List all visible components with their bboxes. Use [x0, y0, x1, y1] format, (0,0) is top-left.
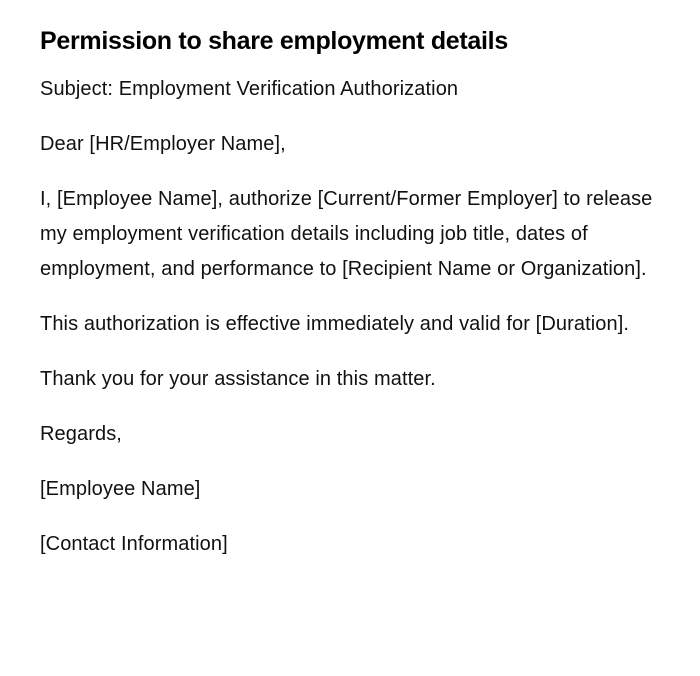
authorization-paragraph: I, [Employee Name], authorize [Current/Former Employer] to release my employment verification details including job title, dates of employment, and performance to [Recipient Name or Organization].	[40, 188, 653, 280]
document-title: Permission to share employment details	[40, 27, 508, 55]
salutation: Dear [HR/Employer Name],	[40, 133, 286, 155]
closing: Regards,	[40, 423, 122, 445]
signature-name: [Employee Name]	[40, 478, 201, 500]
subject-line: Subject: Employment Verification Authorization	[40, 78, 459, 100]
thanks-paragraph: Thank you for your assistance in this matter.	[40, 368, 436, 390]
signature-contact: [Contact Information]	[40, 533, 228, 555]
validity-paragraph: This authorization is effective immediately and valid for [Duration].	[40, 313, 630, 335]
letter-document	[40, 26, 660, 582]
